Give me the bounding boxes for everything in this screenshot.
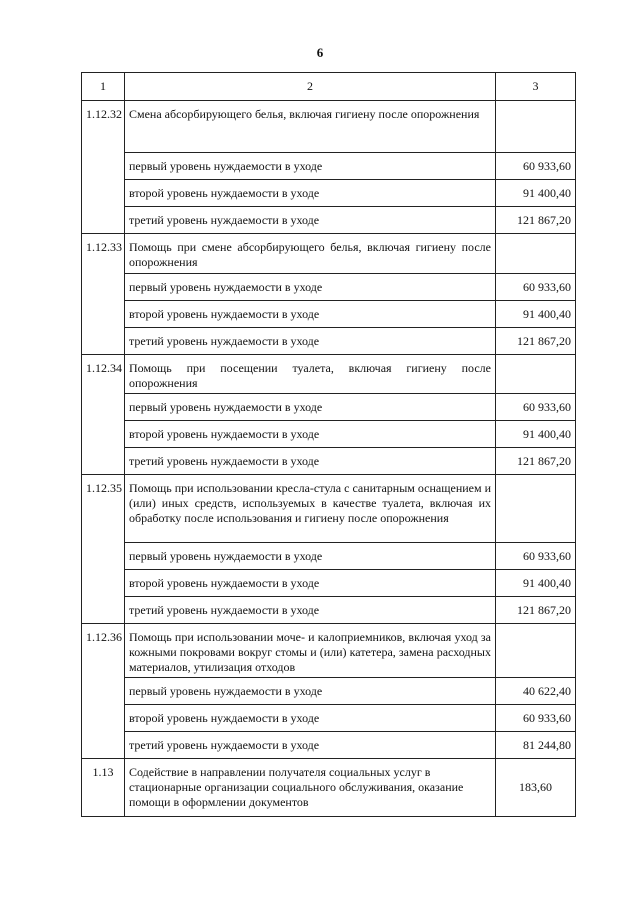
level-price: 40 622,40 (496, 678, 576, 705)
level-row (82, 705, 576, 732)
level-label: третий уровень нуждаемости в уходе (125, 448, 496, 475)
level-label: первый уровень нуждаемости в уходе (125, 153, 496, 180)
service-price-empty (496, 234, 576, 274)
service-code: 1.12.32 (82, 101, 125, 153)
service-row (82, 234, 576, 274)
level-label: второй уровень нуждаемости в уходе (125, 301, 496, 328)
level-price: 121 867,20 (496, 448, 576, 475)
column-header-2: 2 (125, 73, 496, 101)
code-spacer (82, 207, 125, 234)
code-spacer (82, 421, 125, 448)
level-label: третий уровень нуждаемости в уходе (125, 328, 496, 355)
code-spacer (82, 732, 125, 759)
service-title: Помощь при посещении туалета, включая гигиену после опорожнения (125, 355, 496, 394)
code-spacer (82, 180, 125, 207)
level-price: 91 400,40 (496, 180, 576, 207)
level-row (82, 678, 576, 705)
code-spacer (82, 705, 125, 732)
service-title: Содействие в направлении получателя социальных услуг в стационарные организации социального обслуживания, оказание помощи в оформлении документов (125, 759, 496, 817)
level-row (82, 301, 576, 328)
level-label: первый уровень нуждаемости в уходе (125, 274, 496, 301)
level-row (82, 570, 576, 597)
service-code: 1.12.34 (82, 355, 125, 394)
level-label: первый уровень нуждаемости в уходе (125, 394, 496, 421)
level-row (82, 732, 576, 759)
level-price: 60 933,60 (496, 705, 576, 732)
level-label: второй уровень нуждаемости в уходе (125, 421, 496, 448)
code-spacer (82, 570, 125, 597)
code-spacer (82, 678, 125, 705)
level-row (82, 394, 576, 421)
level-row (82, 180, 576, 207)
level-row (82, 543, 576, 570)
level-row (82, 274, 576, 301)
table-body (82, 73, 576, 817)
service-title: Помощь при использовании моче- и калоприемников, включая уход за кожными покровами вокруг стомы и (или) катетера, замена расходных материалов, утилизация отходов (125, 624, 496, 678)
table-header-row (82, 73, 576, 101)
service-price-empty (496, 355, 576, 394)
service-code: 1.12.36 (82, 624, 125, 678)
service-row (82, 624, 576, 678)
service-price: 183,60 (496, 759, 576, 817)
code-spacer (82, 274, 125, 301)
level-row (82, 421, 576, 448)
service-price-empty (496, 475, 576, 543)
service-price-empty (496, 624, 576, 678)
level-price: 91 400,40 (496, 301, 576, 328)
level-price: 60 933,60 (496, 543, 576, 570)
level-price: 60 933,60 (496, 274, 576, 301)
level-price: 121 867,20 (496, 328, 576, 355)
service-title: Смена абсорбирующего белья, включая гигиену после опорожнения (125, 101, 496, 153)
level-price: 60 933,60 (496, 394, 576, 421)
service-row (82, 475, 576, 543)
level-label: первый уровень нуждаемости в уходе (125, 678, 496, 705)
column-header-3: 3 (496, 73, 576, 101)
code-spacer (82, 543, 125, 570)
level-label: третий уровень нуждаемости в уходе (125, 597, 496, 624)
level-price: 91 400,40 (496, 421, 576, 448)
final-service-row (82, 759, 576, 817)
level-label: второй уровень нуждаемости в уходе (125, 180, 496, 207)
code-spacer (82, 328, 125, 355)
service-row (82, 101, 576, 153)
service-code: 1.12.35 (82, 475, 125, 543)
page-number: 6 (316, 45, 324, 60)
services-price-table (81, 72, 576, 817)
code-spacer (82, 448, 125, 475)
code-spacer (82, 597, 125, 624)
level-label: первый уровень нуждаемости в уходе (125, 543, 496, 570)
level-row (82, 153, 576, 180)
service-title: Помощь при использовании кресла-стула с санитарным оснащением и (или) иных средств, используемых в качестве туалета, включая их обработку после использования и гигиену после опорожнения (125, 475, 496, 543)
service-row (82, 355, 576, 394)
code-spacer (82, 153, 125, 180)
service-price-empty (496, 101, 576, 153)
level-row (82, 328, 576, 355)
level-row (82, 448, 576, 475)
service-code: 1.13 (82, 759, 125, 817)
level-label: третий уровень нуждаемости в уходе (125, 207, 496, 234)
service-code: 1.12.33 (82, 234, 125, 274)
level-row (82, 207, 576, 234)
column-header-1: 1 (82, 73, 125, 101)
level-label: второй уровень нуждаемости в уходе (125, 705, 496, 732)
code-spacer (82, 394, 125, 421)
level-price: 121 867,20 (496, 597, 576, 624)
level-row (82, 597, 576, 624)
level-price: 60 933,60 (496, 153, 576, 180)
level-price: 91 400,40 (496, 570, 576, 597)
level-label: третий уровень нуждаемости в уходе (125, 732, 496, 759)
service-title: Помощь при смене абсорбирующего белья, включая гигиену после опорожнения (125, 234, 496, 274)
level-price: 81 244,80 (496, 732, 576, 759)
level-label: второй уровень нуждаемости в уходе (125, 570, 496, 597)
level-price: 121 867,20 (496, 207, 576, 234)
code-spacer (82, 301, 125, 328)
